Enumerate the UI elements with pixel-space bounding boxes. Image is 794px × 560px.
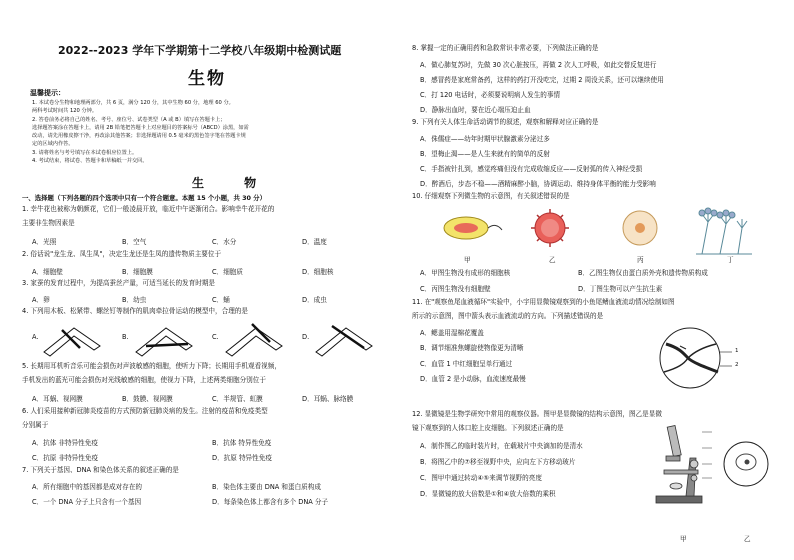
subject-heading: 生 物 <box>192 176 275 190</box>
question-stem: 7. 下列关于基因、DNA 和染色体关系的叙述正确的是 <box>22 466 179 474</box>
question-stem: 10. 仔细观察下列微生物的示意图，有关叙述错误的是 <box>412 192 570 200</box>
muscle-model-figures <box>40 318 380 358</box>
option: B．抗体 特异性免疫 <box>212 439 272 447</box>
option: C．手指被针扎到，感觉疼痛但没有完成收缩反应——反射弧的传入神经受损 <box>420 165 643 173</box>
figure-label: 甲 <box>680 535 687 543</box>
question-stem: 分别属于 <box>22 421 49 429</box>
option: B. <box>122 333 129 341</box>
notice-line: 4. 考试结束，将试卷、答题卡和草稿纸一并交回。 <box>32 158 148 165</box>
subject-title: 生物 <box>188 69 226 89</box>
option-row <box>420 283 662 293</box>
option: C．水分 <box>212 238 237 246</box>
option: A．所有细胞中的基因都是成对存在的 <box>32 483 143 491</box>
bacterium-drawing <box>444 217 502 239</box>
option: B．望梅止渴——是人生来就有的简单的反射 <box>420 150 550 158</box>
figure-label: 甲 <box>464 256 471 264</box>
option: C．蛹 <box>212 296 230 304</box>
yeast-drawing <box>623 211 657 245</box>
option: B．空气 <box>122 238 147 246</box>
section-heading: 一、选择题（下列各题的四个选项中只有一个符合题意。本题 15 个小题，共 30 分） <box>22 194 266 202</box>
option: B．鼓膜、视网膜 <box>122 395 173 403</box>
question-stem: 3. 家蚕的发育过程中，为提高蚕丝产量，可适当延长的发育时期是 <box>22 279 216 287</box>
option: C．半规管、虹膜 <box>212 395 263 403</box>
question-stem: 8. 掌握一定的正确用药和急救常识非常必要，下列做法正确的是 <box>412 44 599 52</box>
option: D．耳蜗、脉络膜 <box>302 395 354 403</box>
option: D．丁图生物可以产生抗生素 <box>578 285 663 293</box>
option: D．温度 <box>302 238 327 246</box>
virus-drawing <box>531 209 569 247</box>
option-row <box>32 236 327 246</box>
notice-block <box>32 99 368 165</box>
option-row <box>32 452 272 462</box>
option-row <box>420 267 708 277</box>
option: A．鳃盖用湿棉花覆盖 <box>420 329 484 337</box>
microscope-figure <box>646 418 776 508</box>
question-stem: 1. 幸牛花也被称为朝颜花，它们一般凌晨开放，临近中午逐渐闭合。影响幸牛花开花的 <box>22 205 275 213</box>
option: D．成虫 <box>302 296 327 304</box>
figure-label: 丁 <box>727 256 734 264</box>
model-b <box>136 328 192 356</box>
option: A．制作图乙的临时装片时，在载玻片中央滴加的是清水 <box>420 442 583 450</box>
option: A．光照 <box>32 238 57 246</box>
option: B．幼虫 <box>122 296 147 304</box>
question-stem: 6. 人们采用接种新冠肺炎疫苗的方式预防新冠肺炎病的发生。注射的疫苗和免疫类型 <box>22 407 268 415</box>
notice-line: 两科考试时间共 120 分钟。 <box>32 108 98 115</box>
microscope-drawing <box>656 425 702 503</box>
figure-label: 丙 <box>637 256 644 264</box>
option: A．耳蜗、视网膜 <box>32 395 83 403</box>
exam-title: 2022--2023 学年下学期第十二学校八年级期中检测试题 <box>58 44 342 57</box>
question-stem: 手机发出的蓝光可能会损伤对光线敏感的细胞，使视力下降，上述两类细胞分别位于 <box>22 376 266 384</box>
option: A．做心肺复苏时，先做 30 次心脏按压，再做 2 次人工呼吸，如此交替反复进行 <box>420 61 657 69</box>
option: B．细胞膜 <box>122 268 153 276</box>
question-stem: 12. 显微镜是生物学研究中常用的观察仪器。图甲是显微镜的结构示意图，图乙是显微 <box>412 410 662 418</box>
option: B．染色体主要由 DNA 和蛋白质构成 <box>212 483 321 491</box>
option: D．抗原 特异性免疫 <box>212 454 272 462</box>
option: C．一个 DNA 分子上只含有一个基因 <box>32 498 142 506</box>
option: C．血管 1 中红细胞呈单行通过 <box>420 360 513 368</box>
notice-line: 改动，请先用橡皮擦干净，再改涂其他答案；非选择题请用 0.5 毫米的黑色签字笔在答题卡规 <box>32 133 246 140</box>
option-row <box>32 393 353 403</box>
question-stem: 镜下观察到的人体口腔上皮细胞。下列叙述正确的是 <box>412 424 564 432</box>
figure-label: 乙 <box>744 535 751 543</box>
blood-flow-figure <box>650 326 750 390</box>
notice-line: 定的区域内作答。 <box>32 141 74 148</box>
model-a <box>44 328 100 356</box>
option: C．丙图生物没有细胞壁 <box>420 285 491 293</box>
notice-line: 1. 本试卷分生物和地理两部分，共 6 页，满分 120 分，其中生物 60 分，地理 60 分。 <box>32 100 234 106</box>
notice-heading: 温馨提示： <box>30 89 65 97</box>
model-d <box>316 326 372 356</box>
question-stem: 5. 长期用耳机听音乐可能会损伤对声波敏感的细胞，使听力下降；长期用手机观看视频， <box>22 362 281 370</box>
option: C．细胞质 <box>212 268 243 276</box>
notice-line: 选择题答案涂在答题卡上，请用 2B 铅笔把答题卡上对应题目的答案标号（ABCD）涂黑，如需 <box>32 124 249 131</box>
vessel-label: 2 <box>735 362 739 368</box>
option: A．抗体 非特异性免疫 <box>32 439 98 447</box>
question-stem: 11. 在"观察鱼尾血液循环"实验中，小宇用显微镜观察到的小鱼尾鳍血液流动情况绘制如图 <box>412 298 675 306</box>
option: B．感冒药是家庭常备药，这样的药打开没吃完，过期 2 周没关系，还可以继续使用 <box>420 76 664 84</box>
option: B．将图乙中的⑦移至视野中央，应向左下方移动玻片 <box>420 458 576 466</box>
option: A．卵 <box>32 296 50 304</box>
option: C．图甲中通过转动④⑤来调节视野的亮度 <box>420 474 542 482</box>
microorganism-figures <box>440 204 770 260</box>
option: A．侏儒症——幼年时期甲状腺激素分泌过多 <box>420 135 550 143</box>
option-row <box>32 481 321 491</box>
option: C．打 120 电话时，必须要说明病人发生的事情 <box>420 91 561 99</box>
option: D．细胞核 <box>302 268 334 276</box>
option: A．甲图生物没有成形的细胞核 <box>420 269 511 277</box>
option: C．抗原 非特异性免疫 <box>32 454 99 462</box>
option: D．每条染色体上都含有多个 DNA 分子 <box>212 498 329 506</box>
notice-line: 2. 答卷前务必将自己的姓名、考号、座位号、试卷类型（A 或 B）填写在答题卡上； <box>32 116 226 123</box>
figure-label: 乙 <box>549 256 556 264</box>
option: A. <box>32 333 39 341</box>
option-row <box>32 266 333 276</box>
notice-line: 3. 请将姓名与考号填写在本试卷相应位置上。 <box>32 149 138 156</box>
cheek-cell-view <box>724 442 768 486</box>
option: C. <box>212 333 219 341</box>
model-c <box>226 324 282 356</box>
option-row <box>32 437 271 447</box>
question-stem: 主要非生物因素是 <box>22 219 75 227</box>
option: D．静脉出血时，要在近心端压迫止血 <box>420 106 531 114</box>
option: D. <box>302 333 310 341</box>
question-stem: 2. 俗话说"龙生龙、凤生凤"，决定生龙还是生凤的遗传物质主要位于 <box>22 250 222 258</box>
question-stem: 所示的示意图，图中箭头表示血液流动的方向。下列描述错误的是 <box>412 312 604 320</box>
option: B．乙图生物仅由蛋白质外壳和遗传物质构成 <box>578 269 708 277</box>
question-stem: 4. 下列用木板、松紧带、螺丝钉等制作的肌肉牵拉骨运动的模型中，合理的是 <box>22 307 248 315</box>
option: D．显微镜的放大倍数是①和④放大倍数的乘积 <box>420 490 556 498</box>
option: B．调节细准焦螺旋使物像更为清晰 <box>420 344 524 352</box>
vessel-label: 1 <box>735 348 739 354</box>
option-row <box>32 294 327 304</box>
mold-drawing <box>696 208 752 254</box>
option: D．血管 2 是小动脉，血流速度最慢 <box>420 375 526 383</box>
option: D．醉酒后，步态不稳——酒精麻醉小脑，协调运动、维持身体平衡的能力受影响 <box>420 180 656 188</box>
option: A．细胞壁 <box>32 268 63 276</box>
question-stem: 9. 下列有关人体生命活动调节的叙述，观察和解释对应正确的是 <box>412 118 599 126</box>
option-row <box>32 496 328 506</box>
